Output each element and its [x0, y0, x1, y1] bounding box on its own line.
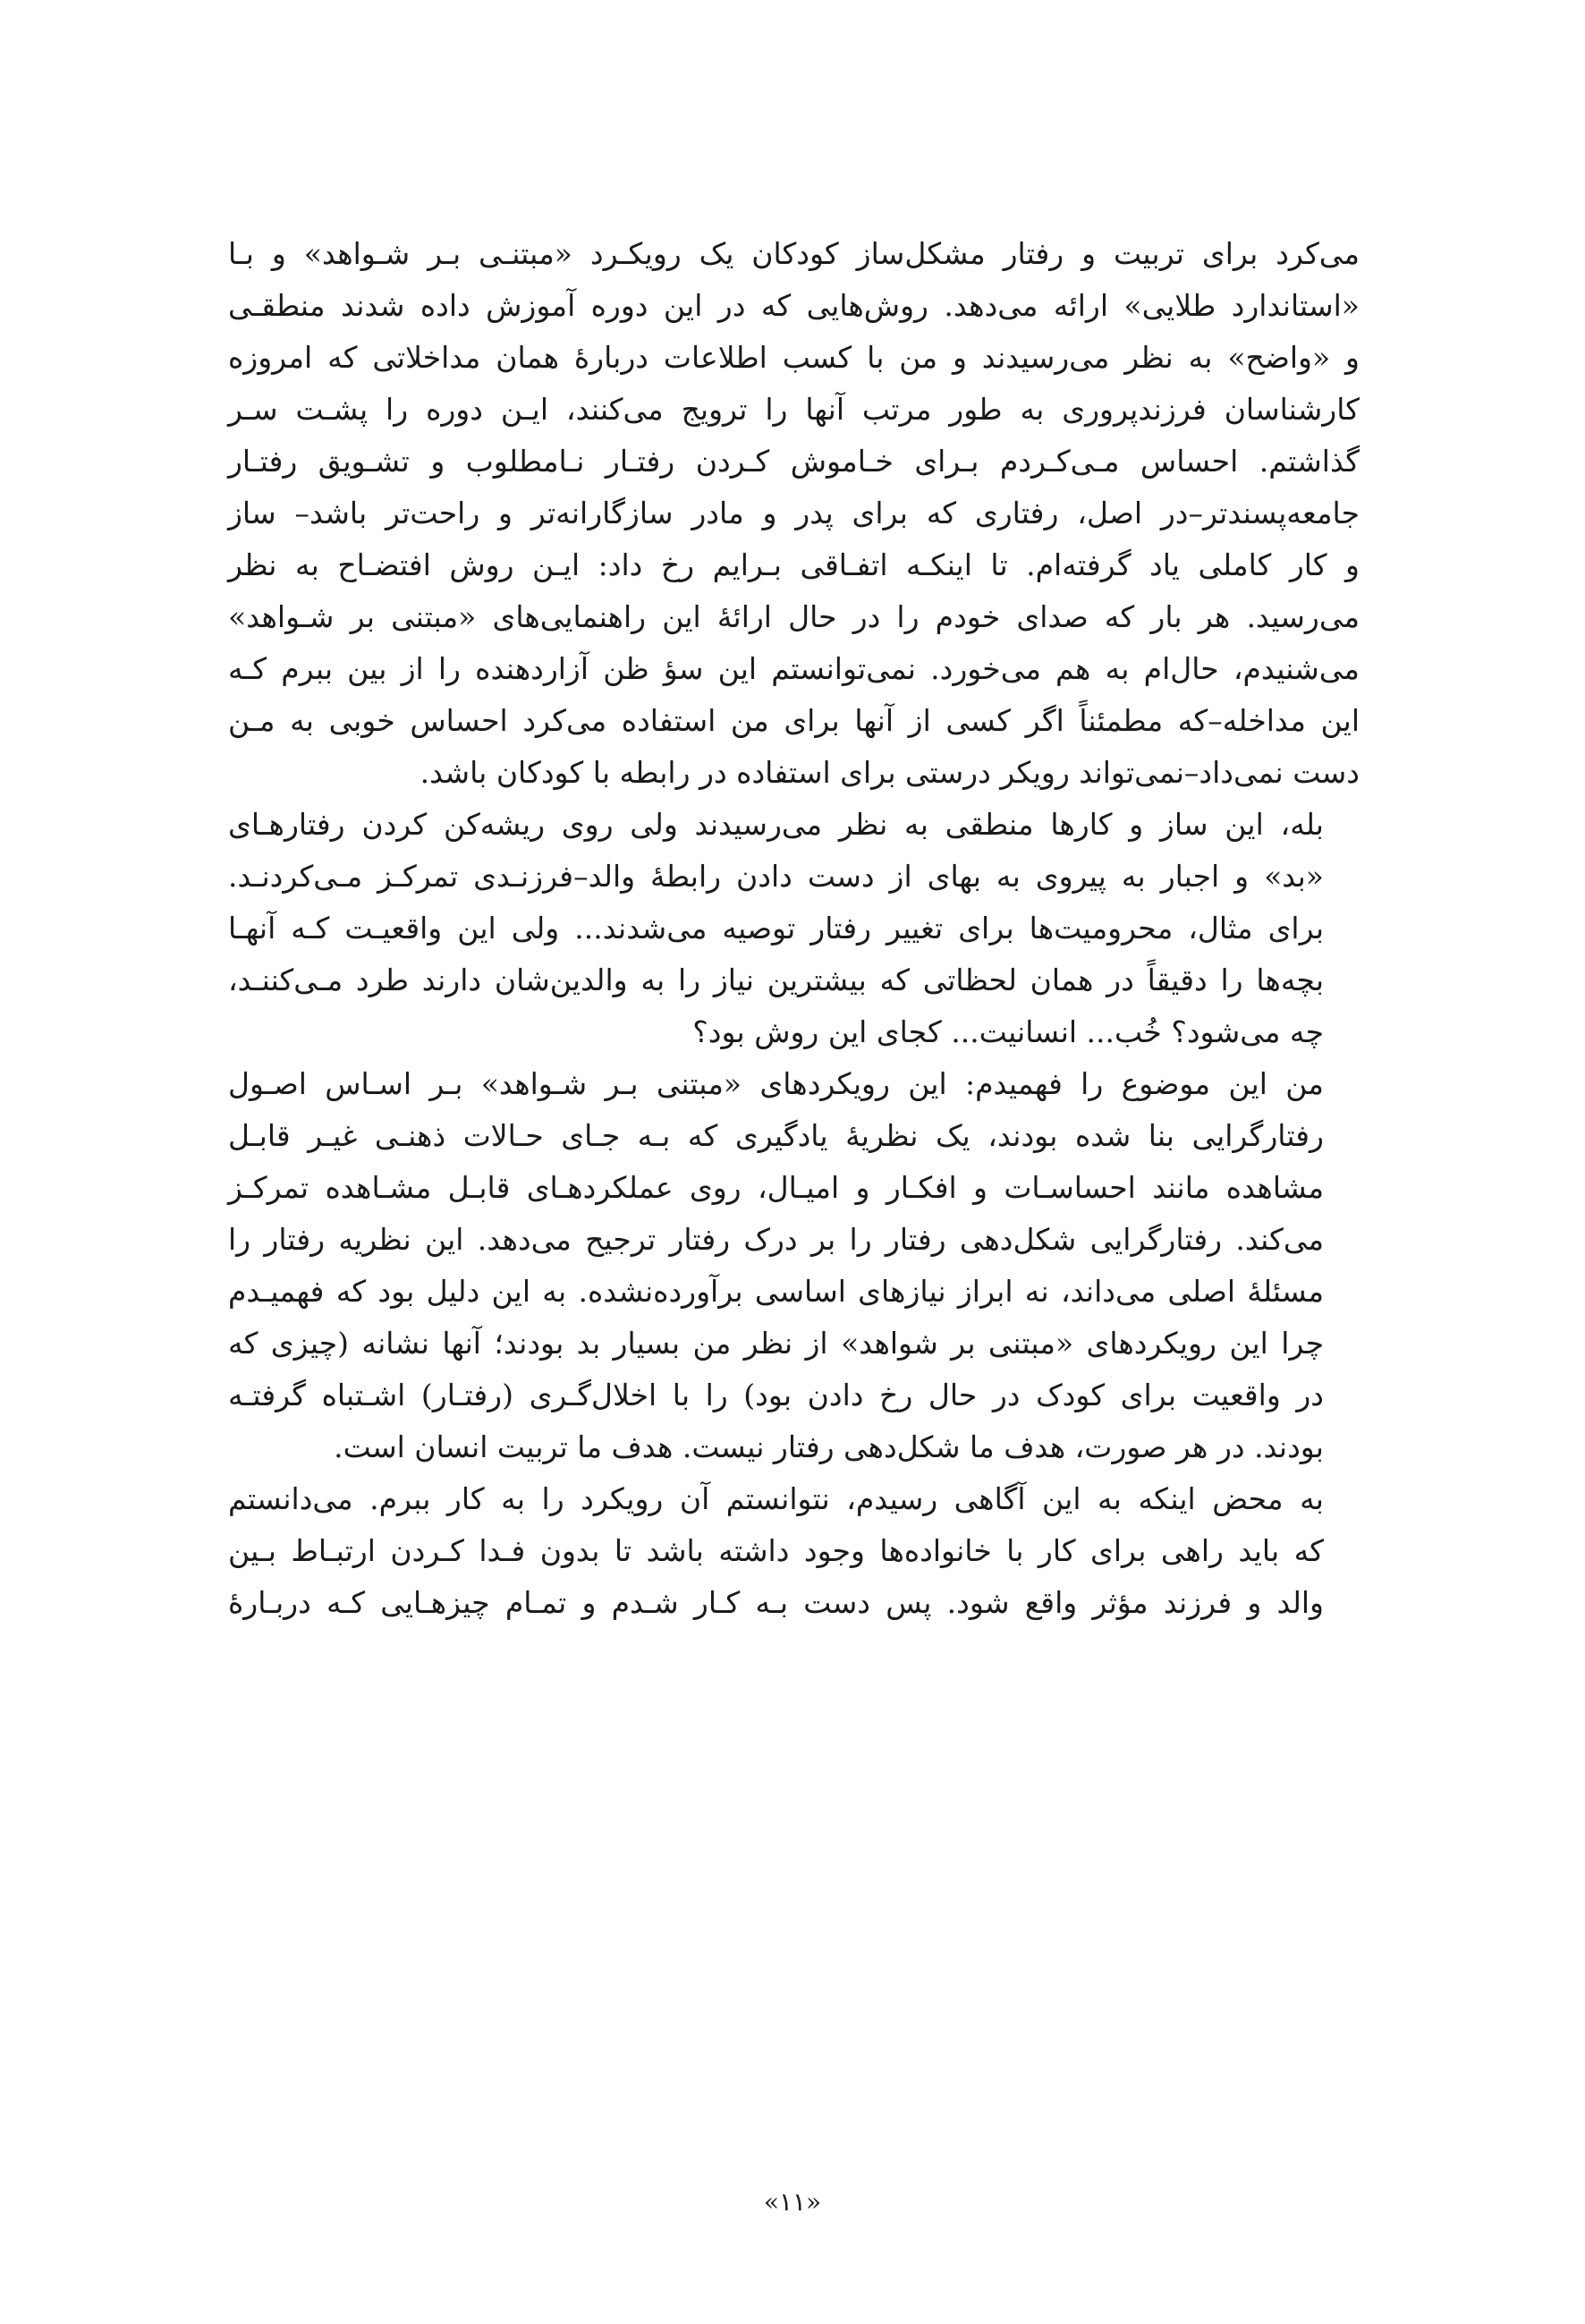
text-line: می‌کرد برای تربیت و رفتار مشکل‌ساز کودکان یک رویکـرد «مبتنـی بـر شـواهد» و بـا [228, 236, 1360, 271]
text-line: «استاندارد طلایی» ارائه می‌دهد. روش‌هایی که در این دوره آموزش داده شدند منطقـی [228, 288, 1360, 323]
page-body [228, 228, 1360, 2151]
text-line: در واقعیت برای کودک در حال رخ دادن بود) را با اخلال‌گـری (رفتـار) اشـتباه گرفتـه [228, 1378, 1324, 1412]
text-line: رفتارگرایی بنا شده بودند، یک نظریهٔ یادگیری که بـه جـای حـالات ذهنـی غیـر قابـل [228, 1118, 1324, 1153]
text-line: که باید راهی برای کار با خانواده‌ها وجود داشته باشد تا بدون فـدا کـردن ارتبـاط بـین [228, 1533, 1324, 1568]
text-line: چه می‌شود؟ خُب... انسانیت... کجای این روش بود؟ [692, 1014, 1324, 1049]
text-line: جامعه‌پسندتر–در اصل، رفتاری که برای پدر و مادر سازگارانه‌تر و راحت‌تر باشد– ساز [228, 496, 1360, 530]
paragraph-4 [228, 1473, 1360, 1629]
text-line: چرا این رویکردهای «مبتنی بر شواهد» از نظر من بسیار بد بودند؛ آنها نشانه (چیزی که [228, 1326, 1324, 1361]
text-line: بودند. در هر صورت، هدف ما شکل‌دهی رفتار نیست. هدف ما تربیت انسان است. [334, 1429, 1324, 1464]
paragraph-3 [228, 1058, 1360, 1473]
text-line: گذاشتم. احساس مـی‌کـردم بـرای خـاموش کـردن رفتـار نـامطلوب و تشـویق رفتـار [228, 444, 1360, 479]
text-line: و «واضح» به نظر می‌رسیدند و من با کسب اطلاعات دربارهٔ همان مداخلاتی که امروزه [228, 340, 1360, 375]
text-line: می‌رسید. هر بار که صدای خودم را در حال ارائهٔ این راهنمایی‌های «مبتنی بر شـواهد» [228, 599, 1360, 634]
text-line: بله، این ساز و کارها منطقی به نظر می‌رسیدند ولی روی ریشه‌کن کردن رفتارهـای [228, 807, 1324, 842]
text-line: بچه‌ها را دقیقاً در همان لحظاتی که بیشترین نیاز را به والدین‌شان دارند طرد مـی‌کننـد، [228, 963, 1324, 997]
text-line: کارشناسان فرزندپروری به طور مرتب آنها را ترویج می‌کنند، ایـن دوره را پشـت سـر [228, 392, 1360, 427]
text-line: و کار کاملی یاد گرفته‌ام. تا اینکـه اتفـاقی بـرایم رخ داد: ایـن روش افتضـاح به نظر [228, 547, 1360, 582]
text-line: می‌شنیدم، حال‌ام به هم می‌خورد. نمی‌توانستم این سؤ ظن آزاردهنده را از بین ببرم کـه [228, 651, 1360, 686]
page-number: «۱۱» [763, 2187, 822, 2217]
text-line: «بد» و اجبار به پیروی به بهای از دست دادن رابطهٔ والد–فرزنـدی تمرکـز مـی‌کردنـد. [228, 859, 1324, 894]
text-line: می‌کند. رفتارگرایی شکل‌دهی رفتار را بر درک رفتار ترجیح می‌دهد. این نظریه رفتار را [228, 1222, 1324, 1257]
text-line: مشاهده مانند احساسـات و افکـار و امیـال، روی عملکردهـای قابـل مشـاهده تمرکـز [228, 1170, 1324, 1205]
text-line: مسئلهٔ اصلی می‌داند، نه ابراز نیازهای اساسی برآورده‌نشده. به این دلیل بود که فهمیـدم [228, 1274, 1324, 1309]
paragraph-2 [228, 799, 1360, 1058]
text-line: من این موضوع را فهمیدم: این رویکردهای «مبتنی بـر شـواهد» بـر اسـاس اصـول [228, 1066, 1324, 1101]
paragraph-1 [228, 228, 1360, 799]
text-line: این مداخله–که مطمئناً اگر کسی از آنها برای من استفاده می‌کرد احساس خوبی به مـن [228, 703, 1360, 738]
text-line: برای مثال، محرومیت‌ها برای تغییر رفتار توصیه می‌شدند... ولی این واقعیـت کـه آنهـا [228, 911, 1324, 946]
text-line: به محض اینکه به این آگاهی رسیدم، نتوانستم آن رویکرد را به کار ببرم. می‌دانستم [228, 1481, 1324, 1516]
text-line: دست نمی‌داد–نمی‌تواند رویکر درستی برای استفاده در رابطه با کودکان باشد. [420, 755, 1360, 790]
text-line: والد و فرزند مؤثر واقع شود. پس دست بـه کـار شـدم و تمـام چیزهـایی کـه دربـارهٔ [228, 1585, 1324, 1620]
